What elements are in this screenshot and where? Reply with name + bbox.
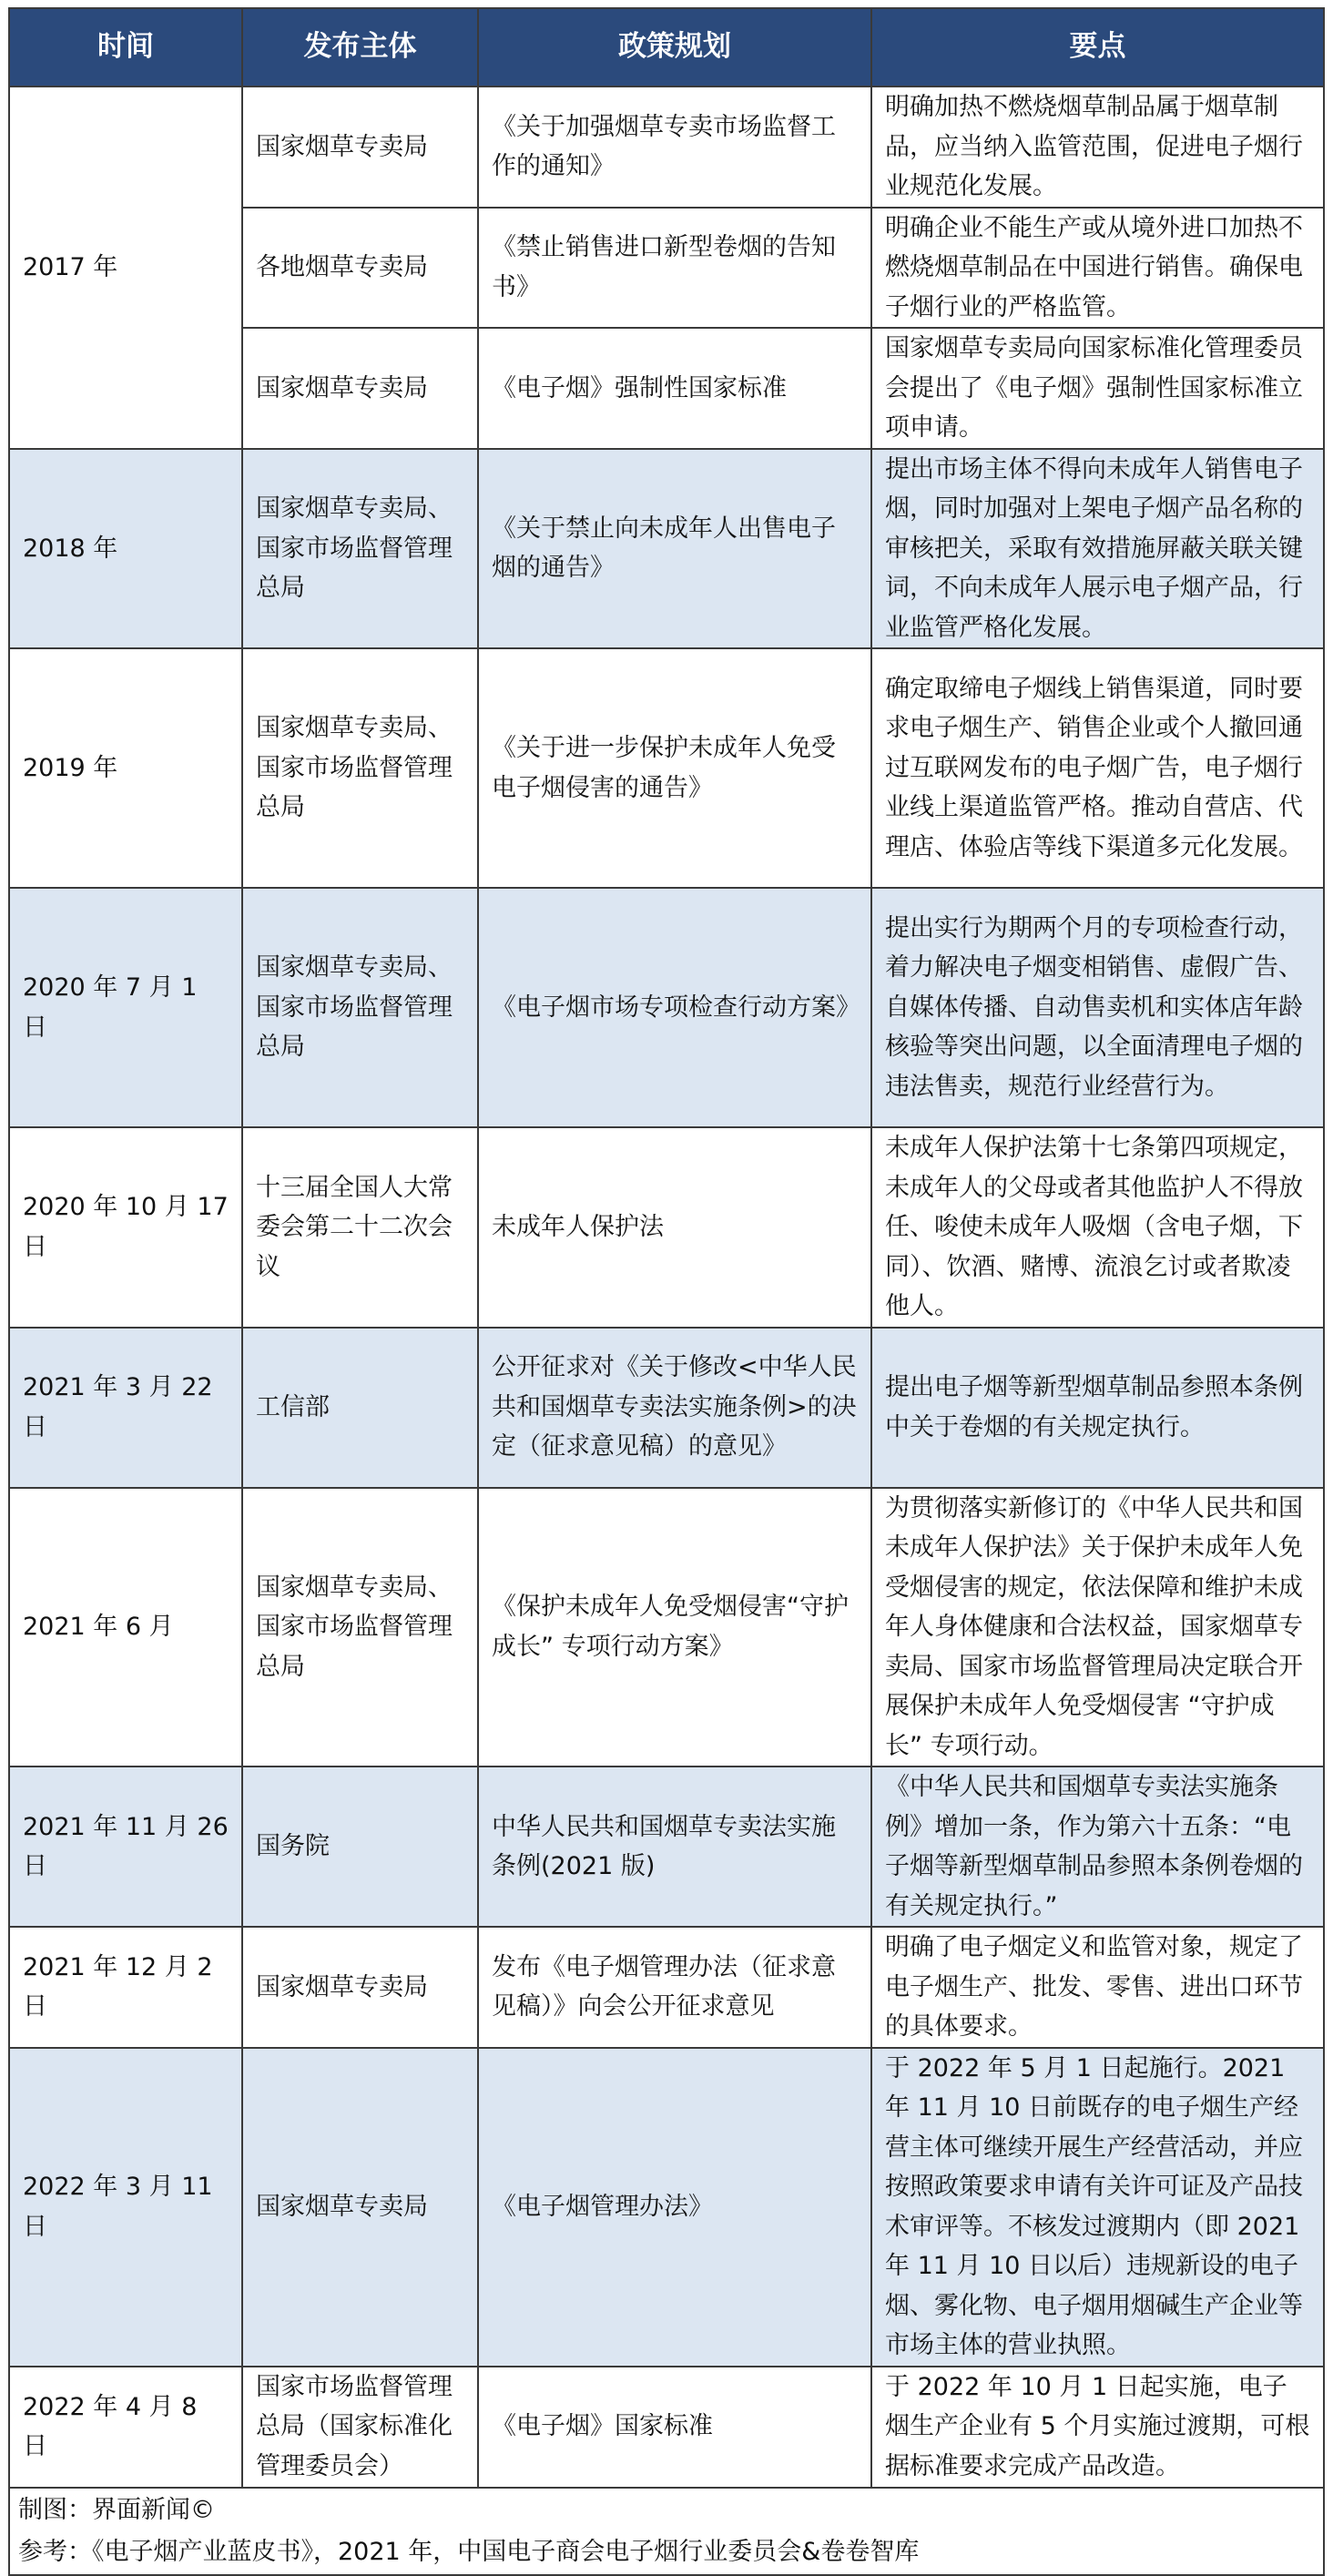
cell-time: 2021 年 3 月 22 日 — [9, 1328, 242, 1488]
table-row — [9, 2367, 1324, 2488]
cell-time: 2019 年 — [9, 648, 242, 888]
cell-source: 国家烟草专卖局、国家市场监督管理总局 — [242, 449, 478, 649]
cell-policy: 《关于进一步保护未成年人免受电子烟侵害的通告》 — [478, 648, 871, 888]
cell-time: 2021 年 6 月 — [9, 1488, 242, 1767]
cell-source: 国家烟草专卖局 — [242, 87, 478, 208]
cell-time: 2017 年 — [9, 87, 242, 449]
cell-points: 于 2022 年 10 月 1 日起实施，电子烟生产企业有 5 个月实施过渡期，可根据标准要求完成产品改造。 — [871, 2367, 1324, 2488]
cell-time: 2020 年 10 月 17 日 — [9, 1127, 242, 1328]
table-row — [9, 1488, 1324, 1767]
cell-policy: 《电子烟管理办法》 — [478, 2048, 871, 2367]
cell-time: 2022 年 3 月 11 日 — [9, 2048, 242, 2367]
cell-source: 十三届全国人大常委会第二十二次会议 — [242, 1127, 478, 1328]
cell-points: 未成年人保护法第十七条第四项规定，未成年人的父母或者其他监护人不得放任、唆使未成年人吸烟（含电子烟，下同）、饮酒、赌博、流浪乞讨或者欺凌他人。 — [871, 1127, 1324, 1328]
cell-policy: 《禁止销售进口新型卷烟的告知书》 — [478, 208, 871, 329]
header-points: 要点 — [871, 8, 1324, 87]
table-row — [9, 1927, 1324, 2048]
header-source: 发布主体 — [242, 8, 478, 87]
cell-points: 提出电子烟等新型烟草制品参照本条例中关于卷烟的有关规定执行。 — [871, 1328, 1324, 1488]
table-row — [9, 648, 1324, 888]
cell-policy: 《关于禁止向未成年人出售电子烟的通告》 — [478, 449, 871, 649]
cell-points: 提出实行为期两个月的专项检查行动，着力解决电子烟变相销售、虚假广告、自媒体传播、自动售卖机和实体店年龄核验等突出问题，以全面清理电子烟的违法售卖，规范行业经营行为。 — [871, 888, 1324, 1127]
cell-time: 2021 年 11 月 26 日 — [9, 1767, 242, 1927]
chart-credit: 制图：界面新闻© — [18, 2495, 215, 2524]
cell-source: 国家烟草专卖局 — [242, 2048, 478, 2367]
cell-time: 2018 年 — [9, 449, 242, 649]
cell-points: 于 2022 年 5 月 1 日起施行。2021 年 11 月 10 日前既存的电子烟生产经营主体可继续开展生产经营活动，并应按照政策要求申请有关许可证及产品技术审评等。不核发过渡期内（即 2021 年 11 月 10 日以后）违规新设的电子烟、雾化物、电子烟用烟碱生产企业等市场主体的营业执照。 — [871, 2048, 1324, 2367]
table-row — [9, 87, 1324, 208]
cell-source: 国家烟草专卖局 — [242, 1927, 478, 2048]
cell-time: 2021 年 12 月 2 日 — [9, 1927, 242, 2048]
cell-policy: 《电子烟市场专项检查行动方案》 — [478, 888, 871, 1127]
cell-source: 国家烟草专卖局、国家市场监督管理总局 — [242, 648, 478, 888]
cell-policy: 《电子烟》国家标准 — [478, 2367, 871, 2488]
header-policy: 政策规划 — [478, 8, 871, 87]
cell-source: 国家市场监督管理总局（国家标准化管理委员会） — [242, 2367, 478, 2488]
cell-policy: 未成年人保护法 — [478, 1127, 871, 1328]
footer-cell — [9, 2488, 1324, 2575]
cell-policy: 《保护未成年人免受烟侵害“守护成长” 专项行动方案》 — [478, 1488, 871, 1767]
cell-points: 《中华人民共和国烟草专卖法实施条例》增加一条，作为第六十五条：“电子烟等新型烟草制品参照本条例卷烟的有关规定执行。” — [871, 1767, 1324, 1927]
cell-source: 国家烟草专卖局、国家市场监督管理总局 — [242, 888, 478, 1127]
cell-time: 2022 年 4 月 8 日 — [9, 2367, 242, 2488]
cell-points: 提出市场主体不得向未成年人销售电子烟，同时加强对上架电子烟产品名称的审核把关，采取有效措施屏蔽关联关键词，不向未成年人展示电子烟产品，行业监管严格化发展。 — [871, 449, 1324, 649]
cell-points: 国家烟草专卖局向国家标准化管理委员会提出了《电子烟》强制性国家标准立项申请。 — [871, 328, 1324, 449]
table-row — [9, 1767, 1324, 1927]
table-row — [9, 888, 1324, 1127]
cell-policy: 发布《电子烟管理办法（征求意见稿）》向会公开征求意见 — [478, 1927, 871, 2048]
cell-policy: 《关于加强烟草专卖市场监督工作的通知》 — [478, 87, 871, 208]
table-row — [9, 2048, 1324, 2367]
cell-source: 国家烟草专卖局、国家市场监督管理总局 — [242, 1488, 478, 1767]
table-row — [9, 1127, 1324, 1328]
header-time: 时间 — [9, 8, 242, 87]
cell-points: 为贯彻落实新修订的《中华人民共和国未成年人保护法》关于保护未成年人免受烟侵害的规定，依法保障和维护未成年人身体健康和合法权益，国家烟草专卖局、国家市场监督管理局决定联合开展保护未成年人免受烟侵害 “守护成长” 专项行动。 — [871, 1488, 1324, 1767]
cell-source: 各地烟草专卖局 — [242, 208, 478, 329]
table-header-row — [9, 8, 1324, 87]
cell-policy: 《电子烟》强制性国家标准 — [478, 328, 871, 449]
cell-policy: 中华人民共和国烟草专卖法实施条例(2021 版) — [478, 1767, 871, 1927]
cell-time: 2020 年 7 月 1 日 — [9, 888, 242, 1127]
cell-source: 国家烟草专卖局 — [242, 328, 478, 449]
table-row — [9, 1328, 1324, 1488]
cell-points: 明确了电子烟定义和监管对象，规定了电子烟生产、批发、零售、进出口环节的具体要求。 — [871, 1927, 1324, 2048]
source-reference: 参考：《电子烟产业蓝皮书》，2021 年，中国电子商会电子烟行业委员会&卷卷智库 — [18, 2537, 920, 2566]
cell-source: 工信部 — [242, 1328, 478, 1488]
cell-points: 明确企业不能生产或从境外进口加热不燃烧烟草制品在中国进行销售。确保电子烟行业的严格监管。 — [871, 208, 1324, 329]
cell-points: 明确加热不燃烧烟草制品属于烟草制品，应当纳入监管范围，促进电子烟行业规范化发展。 — [871, 87, 1324, 208]
table-row — [9, 449, 1324, 649]
cell-source: 国务院 — [242, 1767, 478, 1927]
policy-table — [8, 7, 1325, 2576]
cell-policy: 公开征求对《关于修改<中华人民共和国烟草专卖法实施条例>的决定（征求意见稿）的意见》 — [478, 1328, 871, 1488]
cell-points: 确定取缔电子烟线上销售渠道，同时要求电子烟生产、销售企业或个人撤回通过互联网发布的电子烟广告，电子烟行业线上渠道监管严格。推动自营店、代理店、体验店等线下渠道多元化发展。 — [871, 648, 1324, 888]
table-footer-row — [9, 2488, 1324, 2575]
